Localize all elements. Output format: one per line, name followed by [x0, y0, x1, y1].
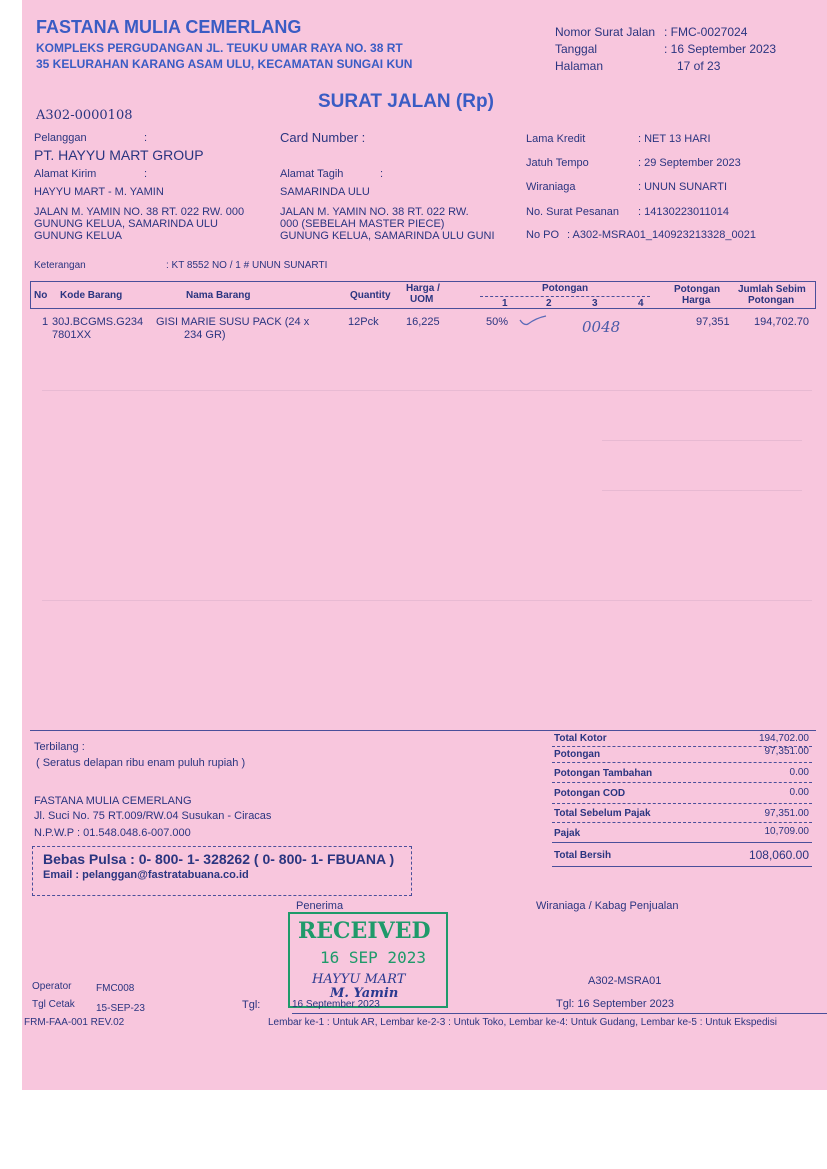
surat-pesanan-value: : 14130223011014 — [638, 206, 729, 218]
col-no: No — [34, 290, 48, 301]
total-label: Total Kotor — [554, 733, 607, 744]
tgl-label: Tgl: — [242, 999, 261, 1011]
totals-rule — [552, 842, 812, 843]
ghost-rule — [602, 490, 802, 491]
totals-rule — [552, 762, 812, 763]
totals-rule — [552, 866, 812, 867]
col-p1: 1 — [502, 298, 508, 309]
pelanggan-name: PT. HAYYU MART GROUP — [34, 147, 204, 163]
total-bersih-label: Total Bersih — [554, 850, 612, 861]
table-right-rule — [815, 281, 816, 309]
col-qty: Quantity — [350, 290, 391, 301]
footer-company-address: Jl. Suci No. 75 RT.009/RW.04 Susukan - Ciracas — [34, 810, 272, 822]
col-uom: UOM — [410, 294, 434, 305]
total-value: 97,351.00 — [764, 746, 809, 757]
row-jumlah: 194,702.70 — [754, 316, 810, 328]
lama-kredit-label: Lama Kredit — [526, 133, 586, 145]
col-jumlah: Jumlah Sebim — [738, 284, 806, 295]
alamat-tagih-label: Alamat Tagih — [280, 168, 344, 180]
potongan-rule — [480, 296, 650, 297]
col-harga: Harga / — [406, 283, 440, 294]
terbilang-label: Terbilang : — [34, 741, 85, 753]
col-p3: 3 — [592, 298, 598, 309]
wiraniaga-value: : UNUN SUNARTI — [638, 181, 728, 193]
penerima-label: Penerima — [296, 900, 344, 912]
card-number-label: Card Number : — [280, 130, 366, 145]
row-potongan-1: 50% — [486, 316, 509, 328]
col-p4: 4 — [638, 298, 644, 309]
signature-rule — [292, 1013, 827, 1014]
footer-npwp: N.P.W.P : 01.548.048.6-007.000 — [34, 827, 191, 839]
row-nama: GISI MARIE SUSU PACK (24 x — [156, 316, 310, 328]
row-qty: 12Pck — [348, 316, 379, 328]
alamat-kirim-label: Alamat Kirim — [34, 168, 97, 180]
col-nama: Nama Barang — [186, 290, 251, 301]
ghost-rule — [42, 600, 812, 601]
operator-value: FMC008 — [96, 983, 135, 994]
tgl-cetak-label: Tgl Cetak — [32, 999, 75, 1010]
bleed-through-ghost — [42, 380, 812, 630]
signer-code: A302-MSRA01 — [588, 975, 662, 987]
col-jumlah: Potongan — [748, 295, 795, 306]
alamat-tagih-line: GUNUNG KELUA, SAMARINDA ULU GUNI — [280, 230, 495, 242]
surat-pesanan-label: No. Surat Pesanan — [526, 206, 619, 218]
signer-tgl: Tgl: 16 September 2023 — [556, 998, 675, 1010]
col-pot-harga: Harga — [682, 295, 711, 306]
alamat-kirim-line: GUNUNG KELUA — [34, 230, 123, 242]
col-potongan: Potongan — [542, 283, 589, 294]
po-value: : A302-MSRA01_140923213328_0021 — [567, 229, 756, 241]
document-sheet — [22, 0, 827, 1090]
alamat-kirim-colon: : — [144, 168, 148, 180]
lembar-note: Lembar ke-1 : Untuk AR, Lembar ke-2-3 : Untuk Toko, Lembar ke-4: Untuk Gudang, Lembar ke-5 : Untuk Ekspedisi — [268, 1017, 777, 1028]
total-bersih-value: 108,060.00 — [748, 848, 809, 862]
alamat-kirim-name: HAYYU MART - M. YAMIN — [34, 186, 164, 198]
po-label: No PO — [526, 229, 560, 241]
total-label: Potongan COD — [554, 788, 626, 799]
totals-rule — [552, 822, 812, 823]
wiraniaga-kabag-label: Wiraniaga / Kabag Penjualan — [536, 900, 679, 912]
company-address-line1: KOMPLEKS PERGUDANGAN JL. TEUKU UMAR RAYA NO. 38 RT — [36, 41, 403, 55]
alamat-tagih-colon: : — [380, 168, 384, 180]
row-harga: 16,225 — [406, 316, 440, 328]
alamat-kirim-line: GUNUNG KELUA, SAMARINDA ULU — [34, 218, 218, 230]
footer-top-rule — [30, 730, 816, 731]
document-code: A302-0000108 — [36, 108, 133, 123]
nomor-value: : FMC-0027024 — [664, 25, 748, 39]
check-mark-icon — [518, 314, 548, 328]
tanggal-value: : 16 September 2023 — [664, 42, 777, 56]
stamp-title: RECEIVED — [298, 918, 431, 944]
total-label: Potongan Tambahan — [554, 768, 653, 779]
alamat-tagih-line: 000 (SEBELAH MASTER PIECE) — [280, 218, 445, 230]
row-kode: 7801XX — [52, 329, 92, 341]
row-nama: 234 GR) — [184, 329, 226, 341]
tanggal-label: Tanggal — [555, 42, 598, 56]
stamp-handwritten-name: HAYYU MART — [312, 972, 406, 987]
jatuh-tempo-value: : 29 September 2023 — [638, 157, 741, 169]
page-title: SURAT JALAN (Rp) — [318, 91, 494, 112]
footer-company-name: FASTANA MULIA CEMERLANG — [34, 795, 192, 807]
col-p2: 2 — [546, 298, 552, 309]
alamat-tagih-line: JALAN M. YAMIN NO. 38 RT. 022 RW. — [280, 206, 469, 218]
total-value: 0.00 — [789, 787, 809, 798]
handwritten-note: 0048 — [582, 318, 621, 336]
ghost-rule — [42, 390, 812, 391]
col-kode: Kode Barang — [60, 290, 123, 301]
table-header-rule — [30, 308, 816, 309]
stamp-handwritten-person: M. Yamin — [330, 986, 399, 1001]
row-no: 1 — [42, 316, 49, 328]
total-value: 10,709.00 — [764, 826, 809, 837]
bebas-pulsa: Bebas Pulsa : 0- 800- 1- 328262 ( 0- 800- 1- FBUANA ) — [43, 851, 395, 867]
row-potongan-harga: 97,351 — [696, 316, 730, 328]
alamat-tagih-name: SAMARINDA ULU — [280, 186, 370, 198]
halaman-value: 17 of 23 — [677, 59, 721, 73]
ghost-rule — [602, 440, 802, 441]
table-top-rule — [30, 281, 816, 282]
alamat-kirim-line: JALAN M. YAMIN NO. 38 RT. 022 RW. 000 — [34, 206, 245, 218]
total-value: 97,351.00 — [764, 808, 809, 819]
keterangan-value: : KT 8552 NO / 1 # UNUN SUNARTI — [166, 260, 328, 271]
col-pot-harga: Potongan — [674, 284, 721, 295]
totals-rule — [552, 803, 812, 804]
company-address-line2: 35 KELURAHAN KARANG ASAM ULU, KECAMATAN SUNGAI KUN — [36, 57, 413, 71]
total-value: 194,702.00 — [758, 733, 809, 744]
total-label: Pajak — [554, 828, 581, 839]
total-value: 0.00 — [789, 767, 809, 778]
penerima-tgl-value: 16 September 2023 — [292, 999, 380, 1010]
form-code: FRM-FAA-001 REV.02 — [24, 1017, 125, 1028]
pelanggan-label: Pelanggan — [34, 132, 87, 144]
contact-email: Email : pelanggan@fastratabuana.co.id — [43, 869, 249, 881]
table-left-rule — [30, 281, 31, 309]
total-label: Potongan — [554, 749, 601, 760]
total-label: Total Sebelum Pajak — [554, 808, 651, 819]
pelanggan-colon: : — [144, 132, 148, 144]
keterangan-label: Keterangan — [34, 260, 86, 271]
terbilang-value: ( Seratus delapan ribu enam puluh rupiah ) — [36, 757, 246, 769]
company-name: FASTANA MULIA CEMERLANG — [36, 17, 302, 37]
jatuh-tempo-label: Jatuh Tempo — [526, 157, 589, 169]
totals-rule — [552, 782, 812, 783]
stamp-date: 16 SEP 2023 — [320, 948, 426, 967]
nomor-label: Nomor Surat Jalan — [555, 25, 656, 39]
operator-label: Operator — [32, 981, 72, 992]
halaman-label: Halaman — [555, 59, 604, 73]
received-stamp — [288, 912, 448, 1008]
wiraniaga-label: Wiraniaga — [526, 181, 576, 193]
tgl-cetak-value: 15-SEP-23 — [96, 1003, 145, 1014]
row-kode: 30J.BCGMS.G234 — [52, 316, 144, 328]
lama-kredit-value: : NET 13 HARI — [638, 133, 711, 145]
contact-box — [32, 846, 412, 896]
